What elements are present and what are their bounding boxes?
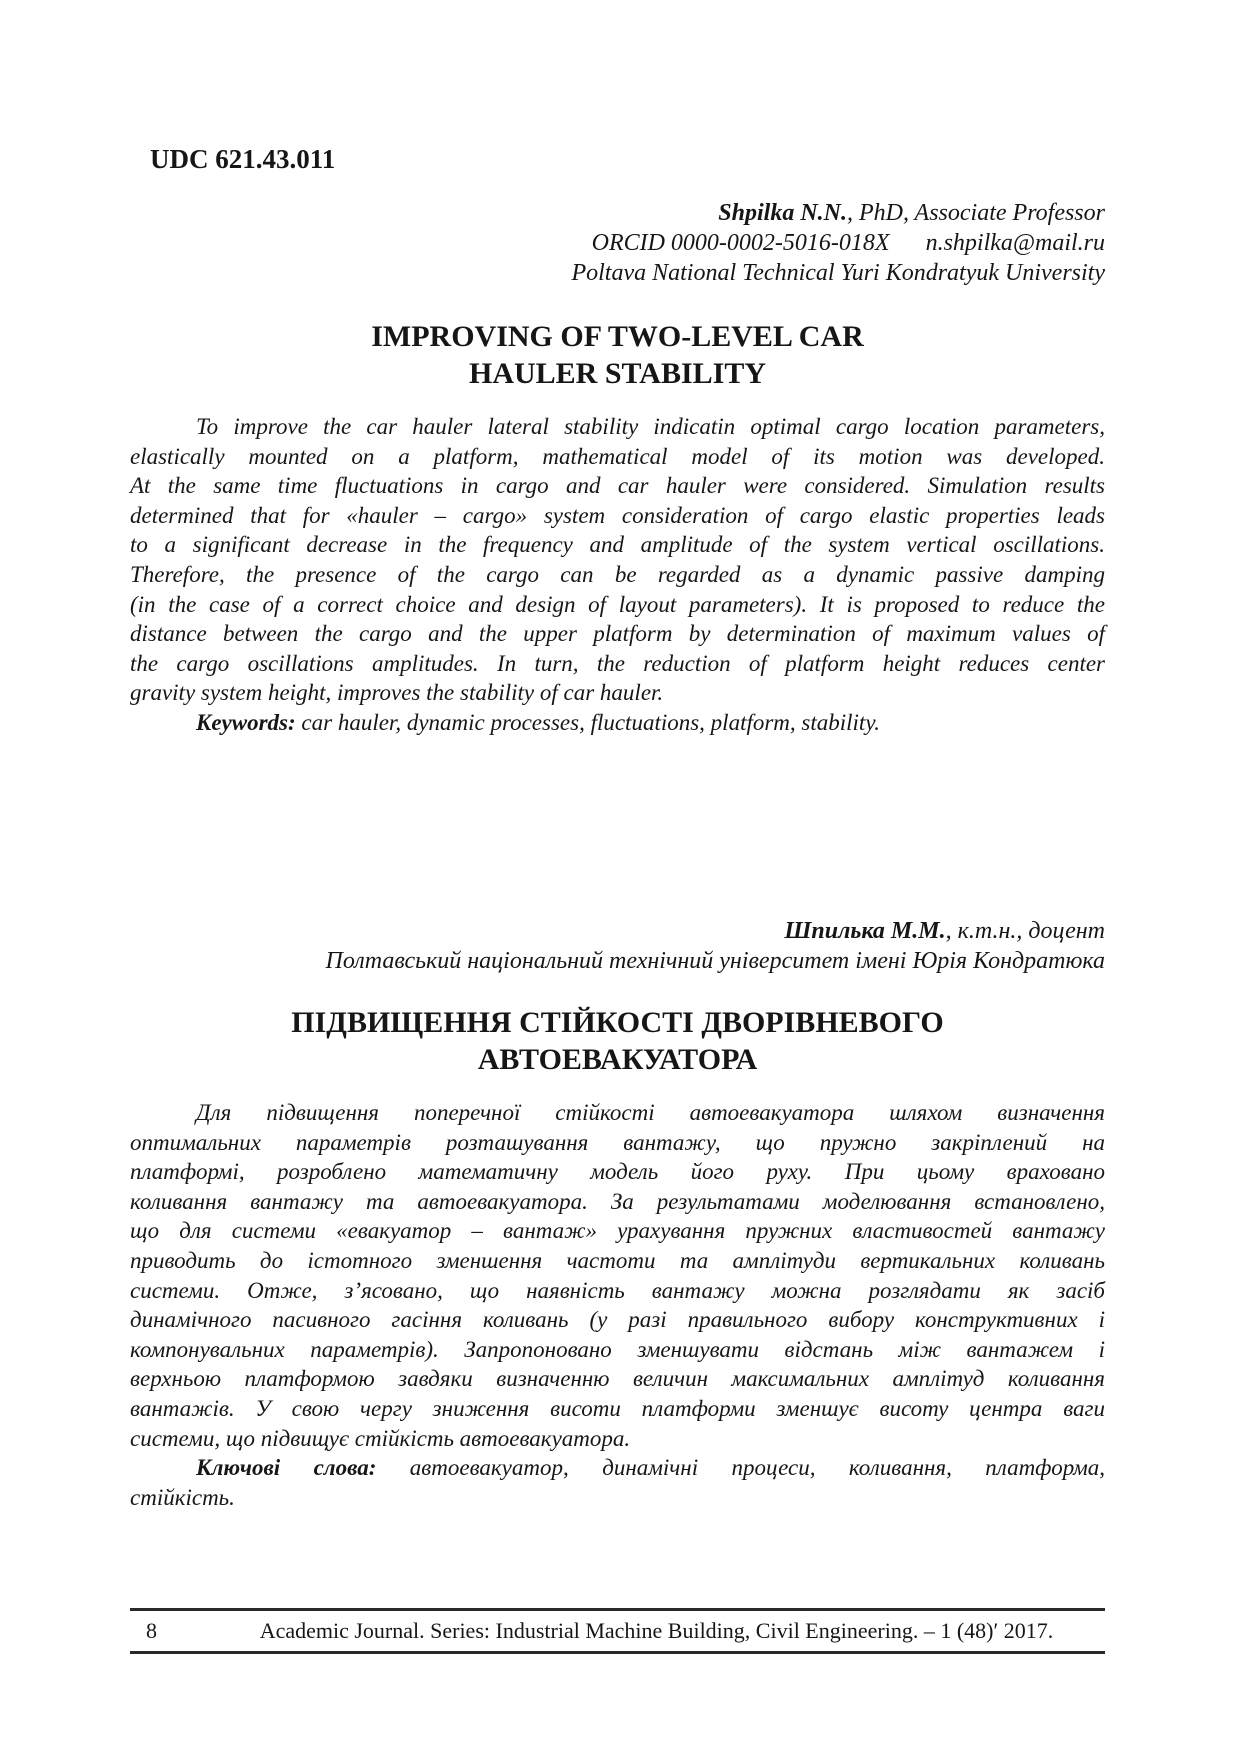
keywords-text-uk: автоевакуатор, динамічні процеси, коливання, платформа,	[376, 1455, 1105, 1481]
journal-title: Academic Journal. Series: Industrial Machine Building, Civil Engineering. – 1 (48)′ 2017.	[259, 1618, 1054, 1643]
paper-title-en-line2: HAULER STABILITY	[468, 357, 767, 390]
paper-title-uk-line1: ПІДВИЩЕННЯ СТІЙКОСТІ ДВОРІВНЕВОГО	[291, 1006, 944, 1039]
udc-code: UDC 621.43.011	[150, 144, 336, 174]
abstract-line: верхньою платформою завдяки визначенню величин максимальних амплітуд коливання	[130, 1366, 1105, 1392]
abstract-line: що для системи «евакуатор – вантаж» урахування пружних властивостей вантажу	[130, 1218, 1105, 1244]
author-email: n.shpilka@mail.ru	[925, 230, 1105, 256]
abstract-uk-lines	[130, 1098, 1105, 1453]
keywords-label-en: Keywords:	[196, 709, 296, 735]
author-block-uk	[130, 916, 1105, 976]
abstract-line: determined that for «hauler – cargo» system consideration of cargo elastic properties leads	[130, 502, 1105, 528]
abstract-line: системи, що підвищує стійкість автоевакуатора.	[130, 1425, 631, 1451]
abstract-line: At the same time fluctuations in cargo and car hauler were considered. Simulation results	[130, 473, 1105, 499]
abstract-en-lines	[130, 412, 1105, 708]
keywords-uk-line2: стійкість.	[130, 1484, 235, 1510]
abstract-line: distance between the cargo and the upper platform by determination of maximum values of	[130, 621, 1105, 647]
orcid-line	[130, 228, 1105, 258]
abstract-line: приводить до істотного зменшення частоти та амплітуди вертикальних коливань	[130, 1247, 1105, 1273]
abstract-line: gravity system height, improves the stability of car hauler.	[130, 680, 664, 706]
author-name-en: Shpilka N.N.	[718, 200, 847, 226]
keywords-en	[130, 708, 1105, 738]
author-degree-uk: , к.т.н., доцент	[945, 918, 1105, 944]
orcid-id: ORCID 0000-0002-5016-018X	[591, 230, 890, 256]
abstract-line: компонувальних параметрів). Запропоновано зменшувати відстань між вантажем і	[130, 1336, 1105, 1362]
author-line-uk	[130, 916, 1105, 946]
university-en: Poltava National Technical Yuri Kondratyuk University	[571, 260, 1105, 286]
paper-title-uk-line2: АВТОЕВАКУАТОРА	[477, 1043, 758, 1076]
abstract-line: платформі, розроблено математичну модель його руху. При цьому враховано	[130, 1159, 1105, 1185]
paper-title-uk	[130, 1004, 1105, 1078]
university-uk: Полтавський національний технічний університет імені Юрія Кондратюка	[325, 948, 1105, 974]
page-number: 8	[146, 1618, 157, 1643]
abstract-line: динамічного пасивного гасіння коливань (у разі правильного вибору конструктивних і	[130, 1307, 1105, 1333]
abstract-line: (in the case of a correct choice and design of layout parameters). It is proposed to reduce the	[130, 591, 1105, 617]
keywords-text-en: car hauler, dynamic processes, fluctuations, platform, stability.	[295, 709, 881, 735]
author-block-en	[130, 198, 1105, 288]
author-name-uk: Шпилька М.М.	[784, 918, 946, 944]
abstract-line: the cargo oscillations amplitudes. In turn, the reduction of platform height reduces center	[130, 650, 1105, 676]
abstract-line: оптимальних параметрів розташування вантажу, що пружно закріплений на	[130, 1129, 1105, 1155]
abstract-line: системи. Отже, з’ясовано, що наявність вантажу можна розглядати як засіб	[130, 1277, 1105, 1303]
page-footer	[130, 1608, 1105, 1654]
abstract-line: To improve the car hauler lateral stability indicatin optimal cargo location parameters,	[196, 414, 1105, 439]
keywords-label-uk: Ключові слова:	[196, 1455, 377, 1481]
paper-title-en	[130, 318, 1105, 392]
abstract-line: вантажів. У свою чергу зниження висоти платформи зменшує висоту центра ваги	[130, 1395, 1105, 1421]
author-degree-en: , PhD, Associate Professor	[847, 200, 1105, 226]
abstract-line: Для підвищення поперечної стійкості автоевакуатора шляхом визначення	[196, 1100, 1105, 1125]
abstract-en	[130, 412, 1105, 738]
paper-title-en-line1: IMPROVING OF TWO-LEVEL CAR	[371, 320, 864, 353]
abstract-line: elastically mounted on a platform, mathematical model of its motion was developed.	[130, 443, 1105, 469]
abstract-line: коливання вантажу та автоевакуатора. За результатами моделювання встановлено,	[130, 1188, 1105, 1214]
abstract-line: Therefore, the presence of the cargo can be regarded as a dynamic passive damping	[130, 561, 1105, 587]
keywords-uk-line1	[130, 1453, 1105, 1483]
abstract-uk	[130, 1098, 1105, 1512]
abstract-line: to a significant decrease in the frequency and amplitude of the system vertical oscillations.	[130, 532, 1105, 558]
author-line-en	[130, 198, 1105, 228]
